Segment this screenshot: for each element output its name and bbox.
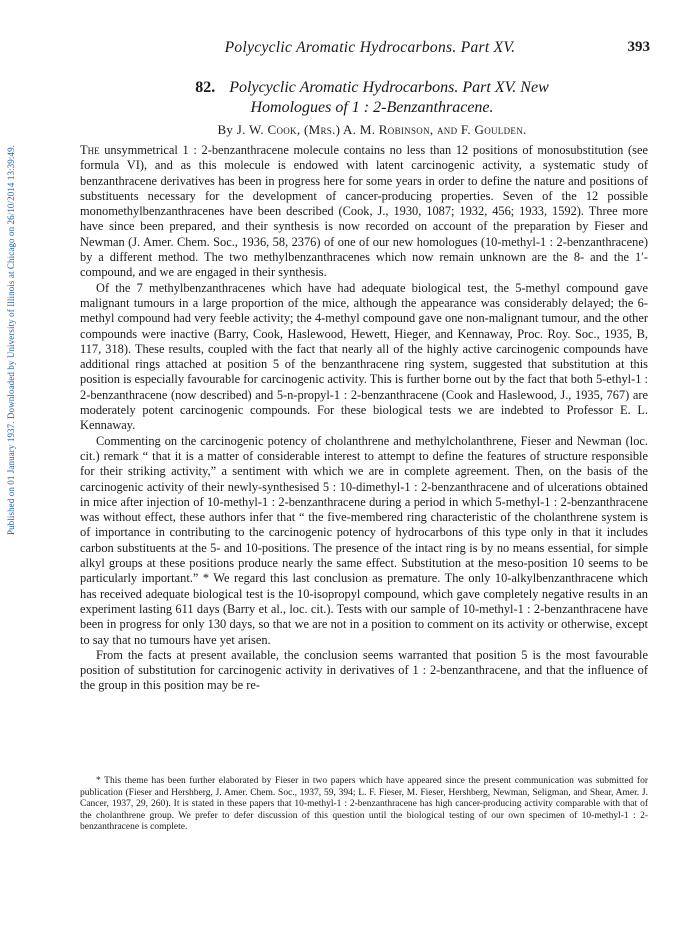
article-number: 82. (195, 79, 216, 96)
body-paragraph: Commenting on the carcinogenic potency of cholanthrene and methylcholanthrene, Fieser and Newman (loc. cit.) remark “ that it is a matter of considerable interest to attempt to define the features of structure responsible for their striking activity,” a sentiment with which we are in complete agreement. Then, on the basis of the carcinogenic activity of their newly-synthesised 5 : 10-dimethyl-1 : 2-benzanthracene and of ulcerations obtained in mice after injection of 10-methyl-1 : 2-benzanthracene during a period in which 5-methyl-1 : 2-benzanthracene was without effect, these authors infer that “ the five-membered ring characteristic of the cholanthrene system is of importance in contributing to the carcinogenic potency of hydrocarbons of this type only in that it includes carbon substituents at the 5- and 10-positions. The presence of the intact ring is by no means essential, for simple alkyl groups at these positions produce nearly the same effect. Substitution at the meso-position 10 seems to be particularly important.” * We regard this last conclusion as premature. The only 10-alkylbenzanthracene which has received adequate biological test is the 10-isopropyl compound, which gave completely negative results in an experiment lasting 611 days (Barry et al., loc. cit.). Tests with our sample of 10-methyl-1 : 2-benzanthracene have been in progress for only 130 days, so that we are not in a position to comment on its activity or otherwise, except to say that no tumours have yet arisen. (80, 433, 648, 647)
article-body (80, 143, 648, 694)
paragraph-opening-word: The (80, 143, 100, 157)
download-watermark (3, 115, 19, 565)
page-number: 393 (627, 39, 650, 55)
running-title: Polycyclic Aromatic Hydrocarbons. Part XV. (224, 39, 516, 56)
byline-prefix: By (217, 122, 234, 137)
running-head (90, 39, 650, 61)
article-title-text-1: Polycyclic Aromatic Hydrocarbons. Part XV. New (229, 79, 549, 96)
article-title (92, 78, 652, 118)
body-paragraph: From the facts at present available, the conclusion seems warranted that position 5 is the most favourable position of substitution for carcinogenic activity in derivatives of 1 : 2-benzanthracene, and that the influence of the group in this position may be re- (80, 647, 648, 693)
download-note: Published on 01 January 1937. Downloaded by University of Illinois at Chicago on 26/10/2014 13:39:49. (6, 144, 16, 536)
article-title-line-2: Homologues of 1 : 2-Benzanthracene. (250, 99, 494, 116)
body-paragraph (80, 143, 648, 281)
paragraph-text: unsymmetrical 1 : 2-benzanthracene molecule contains no less than 12 positions of monosubstitution (see formula VI), and as this molecule is endowed with latent carcinogenic activity, a systematic study of benzanthracene derivatives has been in progress here for some years in order to define the nature and positions of substituents necessary for the development of cancer-producing properties. Seven of the 12 possible monomethylbenzanthracenes have been described (Cook, J., 1930, 1087; 1932, 456; 1933, 1592). Three more have since been prepared, and their synthesis is now recorded on account of the preparation by Fieser and Newman (J. Amer. Chem. Soc., 1936, 58, 2376) of one of our new homologues (10-methyl-1 : 2-benzanthracene) by a different method. The two methylbenzanthracenes which now remain unknown are the 8- and the 1′-compound, and we are engaged in their synthesis. (80, 143, 648, 280)
author-names: J. W. Cook, (Mrs.) A. M. Robinson, and F. Goulden. (236, 122, 527, 137)
footnote (80, 776, 648, 834)
author-line (92, 122, 652, 138)
footnote-text: * This theme has been further elaborated by Fieser in two papers which have appeared since the present communication was submitted for publication (Fieser and Hershberg, J. Amer. Chem. Soc., 1937, 59, 394; L. F. Fieser, M. Fieser, Hershberg, Newman, Seligman, and Shear, Amer. J. Cancer, 1937, 29, 260). It is stated in these papers that 10-methyl-1 : 2-benzanthracene has high cancer-producing activity comparable with that of the cholanthrene group. We prefer to defer discussion of this question until the biological testing of our own specimen of 10-methyl-1 : 2-benzanthracene is complete. (80, 776, 648, 833)
article-title-line-1 (92, 78, 652, 98)
body-paragraph: Of the 7 methylbenzanthracenes which have had adequate biological test, the 5-methyl compound gave malignant tumours in a large proportion of the mice, although the appearance was considerably delayed; the 6-methyl compound had very feeble activity; the 4-methyl compound gave one non-malignant tumour, and the other compounds were inactive (Barry, Cook, Haslewood, Hewett, Hieger, and Kennaway, Proc. Roy. Soc., 1935, B, 117, 318). These results, coupled with the fact that nearly all of the highly active carcinogenic compounds have additional rings attached at position 5 of the benzanthracene ring system, suggested that substitution at this position is especially favourable for carcinogenic activity. This is further borne out by the fact that both 5-ethyl-1 : 2-benzanthracene (now described) and 5-n-propyl-1 : 2-benzanthracene (Cook and Haslewood, J., 1935, 767) are moderately potent carcinogenic compounds. For these biological tests we are indebted to Professor E. L. Kennaway. (80, 280, 648, 433)
